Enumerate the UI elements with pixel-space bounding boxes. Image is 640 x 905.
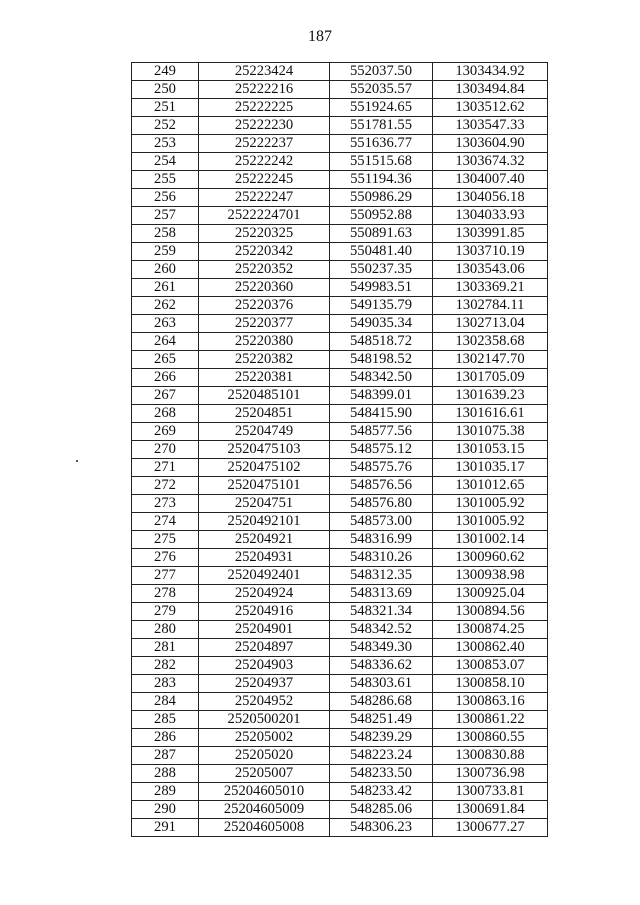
x-coordinate-cell: 551924.65	[330, 99, 433, 117]
row-number-cell: 250	[132, 81, 199, 99]
point-id-cell: 25222242	[199, 153, 330, 171]
point-id-cell: 25220360	[199, 279, 330, 297]
point-id-cell: 25222247	[199, 189, 330, 207]
x-coordinate-cell: 548223.24	[330, 747, 433, 765]
row-number-cell: 276	[132, 549, 199, 567]
x-coordinate-cell: 548575.76	[330, 459, 433, 477]
table-row	[132, 405, 548, 423]
y-coordinate-cell: 1301035.17	[433, 459, 548, 477]
row-number-cell: 275	[132, 531, 199, 549]
y-coordinate-cell: 1300736.98	[433, 765, 548, 783]
x-coordinate-cell: 548576.80	[330, 495, 433, 513]
table-row	[132, 459, 548, 477]
row-number-cell: 271	[132, 459, 199, 477]
y-coordinate-cell: 1300733.81	[433, 783, 548, 801]
table-row	[132, 81, 548, 99]
y-coordinate-cell: 1303674.32	[433, 153, 548, 171]
point-id-cell: 25205002	[199, 729, 330, 747]
point-id-cell: 25204924	[199, 585, 330, 603]
point-id-cell: 25222225	[199, 99, 330, 117]
table-row	[132, 585, 548, 603]
point-id-cell: 25204605009	[199, 801, 330, 819]
x-coordinate-cell: 552037.50	[330, 63, 433, 81]
point-id-cell: 25204851	[199, 405, 330, 423]
row-number-cell: 270	[132, 441, 199, 459]
table-row	[132, 531, 548, 549]
table-row	[132, 243, 548, 261]
x-coordinate-cell: 550481.40	[330, 243, 433, 261]
x-coordinate-cell: 548342.50	[330, 369, 433, 387]
point-id-cell: 25222237	[199, 135, 330, 153]
x-coordinate-cell: 548310.26	[330, 549, 433, 567]
table-row	[132, 495, 548, 513]
table-row	[132, 387, 548, 405]
row-number-cell: 283	[132, 675, 199, 693]
x-coordinate-cell: 548285.06	[330, 801, 433, 819]
x-coordinate-cell: 551636.77	[330, 135, 433, 153]
y-coordinate-cell: 1300677.27	[433, 819, 548, 837]
x-coordinate-cell: 550952.88	[330, 207, 433, 225]
x-coordinate-cell: 549135.79	[330, 297, 433, 315]
y-coordinate-cell: 1302147.70	[433, 351, 548, 369]
point-id-cell: 25220342	[199, 243, 330, 261]
table-row	[132, 693, 548, 711]
x-coordinate-cell: 550237.35	[330, 261, 433, 279]
table-row	[132, 99, 548, 117]
x-coordinate-cell: 548349.30	[330, 639, 433, 657]
y-coordinate-cell: 1300861.22	[433, 711, 548, 729]
row-number-cell: 260	[132, 261, 199, 279]
y-coordinate-cell: 1301005.92	[433, 495, 548, 513]
scan-speck	[76, 460, 78, 462]
table-row	[132, 567, 548, 585]
row-number-cell: 252	[132, 117, 199, 135]
table-row	[132, 423, 548, 441]
y-coordinate-cell: 1302784.11	[433, 297, 548, 315]
table-row	[132, 189, 548, 207]
y-coordinate-cell: 1300830.88	[433, 747, 548, 765]
y-coordinate-cell: 1304007.40	[433, 171, 548, 189]
point-id-cell: 2520475102	[199, 459, 330, 477]
y-coordinate-cell: 1300960.62	[433, 549, 548, 567]
table-row	[132, 135, 548, 153]
row-number-cell: 251	[132, 99, 199, 117]
y-coordinate-cell: 1301053.15	[433, 441, 548, 459]
point-id-cell: 2520492101	[199, 513, 330, 531]
table-row	[132, 351, 548, 369]
coordinates-table	[131, 62, 548, 837]
row-number-cell: 263	[132, 315, 199, 333]
y-coordinate-cell: 1304033.93	[433, 207, 548, 225]
x-coordinate-cell: 551194.36	[330, 171, 433, 189]
y-coordinate-cell: 1303434.92	[433, 63, 548, 81]
point-id-cell: 25205007	[199, 765, 330, 783]
point-id-cell: 25204952	[199, 693, 330, 711]
row-number-cell: 278	[132, 585, 199, 603]
x-coordinate-cell: 548233.50	[330, 765, 433, 783]
row-number-cell: 264	[132, 333, 199, 351]
point-id-cell: 2520475103	[199, 441, 330, 459]
point-id-cell: 25222216	[199, 81, 330, 99]
point-id-cell: 25204751	[199, 495, 330, 513]
row-number-cell: 268	[132, 405, 199, 423]
y-coordinate-cell: 1300862.40	[433, 639, 548, 657]
x-coordinate-cell: 548198.52	[330, 351, 433, 369]
table-row	[132, 441, 548, 459]
point-id-cell: 25204931	[199, 549, 330, 567]
row-number-cell: 284	[132, 693, 199, 711]
y-coordinate-cell: 1303547.33	[433, 117, 548, 135]
row-number-cell: 259	[132, 243, 199, 261]
point-id-cell: 25205020	[199, 747, 330, 765]
y-coordinate-cell: 1300938.98	[433, 567, 548, 585]
point-id-cell: 2520492401	[199, 567, 330, 585]
row-number-cell: 256	[132, 189, 199, 207]
table-row	[132, 657, 548, 675]
table-row	[132, 765, 548, 783]
table-row	[132, 801, 548, 819]
y-coordinate-cell: 1303710.19	[433, 243, 548, 261]
x-coordinate-cell: 548286.68	[330, 693, 433, 711]
table-row	[132, 171, 548, 189]
x-coordinate-cell: 548336.62	[330, 657, 433, 675]
point-id-cell: 2520485101	[199, 387, 330, 405]
row-number-cell: 279	[132, 603, 199, 621]
x-coordinate-cell: 548576.56	[330, 477, 433, 495]
point-id-cell: 25220352	[199, 261, 330, 279]
table-row	[132, 621, 548, 639]
x-coordinate-cell: 548321.34	[330, 603, 433, 621]
table-row	[132, 819, 548, 837]
point-id-cell: 25220377	[199, 315, 330, 333]
row-number-cell: 288	[132, 765, 199, 783]
row-number-cell: 291	[132, 819, 199, 837]
x-coordinate-cell: 548399.01	[330, 387, 433, 405]
point-id-cell: 25204921	[199, 531, 330, 549]
row-number-cell: 274	[132, 513, 199, 531]
point-id-cell: 25223424	[199, 63, 330, 81]
row-number-cell: 266	[132, 369, 199, 387]
row-number-cell: 290	[132, 801, 199, 819]
y-coordinate-cell: 1302358.68	[433, 333, 548, 351]
point-id-cell: 25204749	[199, 423, 330, 441]
table-row	[132, 153, 548, 171]
point-id-cell: 25204605008	[199, 819, 330, 837]
row-number-cell: 273	[132, 495, 199, 513]
row-number-cell: 286	[132, 729, 199, 747]
point-id-cell: 2522224701	[199, 207, 330, 225]
table-row	[132, 783, 548, 801]
row-number-cell: 269	[132, 423, 199, 441]
row-number-cell: 289	[132, 783, 199, 801]
row-number-cell: 287	[132, 747, 199, 765]
x-coordinate-cell: 548233.42	[330, 783, 433, 801]
y-coordinate-cell: 1302713.04	[433, 315, 548, 333]
point-id-cell: 2520475101	[199, 477, 330, 495]
y-coordinate-cell: 1300860.55	[433, 729, 548, 747]
y-coordinate-cell: 1301075.38	[433, 423, 548, 441]
point-id-cell: 25204897	[199, 639, 330, 657]
x-coordinate-cell: 548313.69	[330, 585, 433, 603]
point-id-cell: 25204916	[199, 603, 330, 621]
row-number-cell: 258	[132, 225, 199, 243]
x-coordinate-cell: 548518.72	[330, 333, 433, 351]
point-id-cell: 25220380	[199, 333, 330, 351]
y-coordinate-cell: 1303604.90	[433, 135, 548, 153]
row-number-cell: 257	[132, 207, 199, 225]
y-coordinate-cell: 1301012.65	[433, 477, 548, 495]
x-coordinate-cell: 548342.52	[330, 621, 433, 639]
table-row	[132, 477, 548, 495]
x-coordinate-cell: 548303.61	[330, 675, 433, 693]
x-coordinate-cell: 550891.63	[330, 225, 433, 243]
point-id-cell: 25204605010	[199, 783, 330, 801]
x-coordinate-cell: 549983.51	[330, 279, 433, 297]
table-row	[132, 297, 548, 315]
row-number-cell: 254	[132, 153, 199, 171]
y-coordinate-cell: 1300858.10	[433, 675, 548, 693]
x-coordinate-cell: 548312.35	[330, 567, 433, 585]
table-body	[132, 63, 548, 837]
x-coordinate-cell: 548577.56	[330, 423, 433, 441]
y-coordinate-cell: 1300894.56	[433, 603, 548, 621]
table-row	[132, 117, 548, 135]
point-id-cell: 25204901	[199, 621, 330, 639]
y-coordinate-cell: 1301705.09	[433, 369, 548, 387]
x-coordinate-cell: 549035.34	[330, 315, 433, 333]
y-coordinate-cell: 1300874.25	[433, 621, 548, 639]
row-number-cell: 277	[132, 567, 199, 585]
table-row	[132, 711, 548, 729]
point-id-cell: 25222230	[199, 117, 330, 135]
point-id-cell: 25220382	[199, 351, 330, 369]
x-coordinate-cell: 548575.12	[330, 441, 433, 459]
point-id-cell: 25220376	[199, 297, 330, 315]
point-id-cell: 25204937	[199, 675, 330, 693]
y-coordinate-cell: 1301002.14	[433, 531, 548, 549]
y-coordinate-cell: 1303991.85	[433, 225, 548, 243]
x-coordinate-cell: 548239.29	[330, 729, 433, 747]
row-number-cell: 280	[132, 621, 199, 639]
row-number-cell: 261	[132, 279, 199, 297]
table-row	[132, 261, 548, 279]
row-number-cell: 262	[132, 297, 199, 315]
page-number: 187	[308, 28, 332, 45]
row-number-cell: 253	[132, 135, 199, 153]
y-coordinate-cell: 1300853.07	[433, 657, 548, 675]
table-row	[132, 333, 548, 351]
row-number-cell: 282	[132, 657, 199, 675]
y-coordinate-cell: 1301616.61	[433, 405, 548, 423]
row-number-cell: 249	[132, 63, 199, 81]
y-coordinate-cell: 1301639.23	[433, 387, 548, 405]
point-id-cell: 2520500201	[199, 711, 330, 729]
table-row	[132, 225, 548, 243]
y-coordinate-cell: 1300863.16	[433, 693, 548, 711]
point-id-cell: 25222245	[199, 171, 330, 189]
x-coordinate-cell: 548251.49	[330, 711, 433, 729]
x-coordinate-cell: 548306.23	[330, 819, 433, 837]
x-coordinate-cell: 552035.57	[330, 81, 433, 99]
table-row	[132, 603, 548, 621]
table-row	[132, 63, 548, 81]
y-coordinate-cell: 1303494.84	[433, 81, 548, 99]
x-coordinate-cell: 551781.55	[330, 117, 433, 135]
row-number-cell: 285	[132, 711, 199, 729]
point-id-cell: 25220381	[199, 369, 330, 387]
y-coordinate-cell: 1303543.06	[433, 261, 548, 279]
y-coordinate-cell: 1301005.92	[433, 513, 548, 531]
y-coordinate-cell: 1304056.18	[433, 189, 548, 207]
x-coordinate-cell: 548415.90	[330, 405, 433, 423]
x-coordinate-cell: 551515.68	[330, 153, 433, 171]
y-coordinate-cell: 1300691.84	[433, 801, 548, 819]
table-row	[132, 549, 548, 567]
x-coordinate-cell: 548316.99	[330, 531, 433, 549]
point-id-cell: 25204903	[199, 657, 330, 675]
x-coordinate-cell: 548573.00	[330, 513, 433, 531]
table-row	[132, 207, 548, 225]
row-number-cell: 265	[132, 351, 199, 369]
row-number-cell: 267	[132, 387, 199, 405]
table-row	[132, 279, 548, 297]
table-row	[132, 747, 548, 765]
table-row	[132, 369, 548, 387]
x-coordinate-cell: 550986.29	[330, 189, 433, 207]
y-coordinate-cell: 1303512.62	[433, 99, 548, 117]
row-number-cell: 255	[132, 171, 199, 189]
y-coordinate-cell: 1303369.21	[433, 279, 548, 297]
y-coordinate-cell: 1300925.04	[433, 585, 548, 603]
point-id-cell: 25220325	[199, 225, 330, 243]
table-row	[132, 675, 548, 693]
row-number-cell: 272	[132, 477, 199, 495]
table-row	[132, 513, 548, 531]
table-row	[132, 315, 548, 333]
table-row	[132, 639, 548, 657]
table-row	[132, 729, 548, 747]
row-number-cell: 281	[132, 639, 199, 657]
